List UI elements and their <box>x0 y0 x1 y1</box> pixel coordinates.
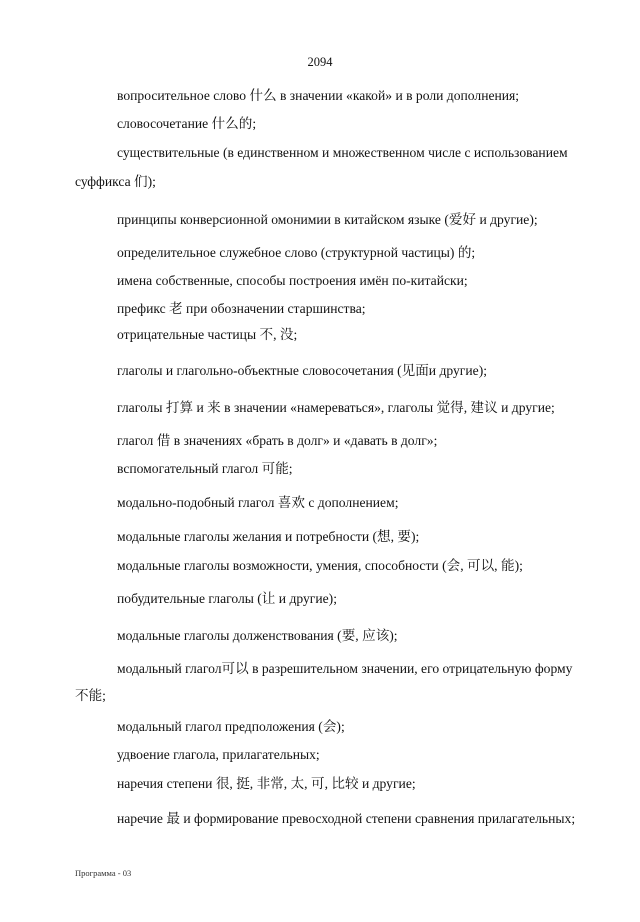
list-item-continuation: 不能; <box>75 688 106 703</box>
list-item: глаголы и глагольно-объектные словосочетания (见面и другие); <box>117 363 487 378</box>
list-item: префикс 老 при обозначении старшинства; <box>117 301 366 316</box>
list-item: модальный глагол可以 в разрешительном значении, его отрицательную форму <box>117 661 573 676</box>
list-item: наречие 最 и формирование превосходной степени сравнения прилагательных; <box>117 811 576 826</box>
list-item: определительное служебное слово (структурной частицы) 的; <box>117 245 476 260</box>
list-item: удвоение глагола, прилагательных; <box>117 747 320 762</box>
page-number: 2094 <box>307 55 333 69</box>
list-item: модальный глагол предположения (会); <box>117 719 345 734</box>
list-item: вспомогательный глагол 可能; <box>117 461 293 476</box>
list-item: глагол 借 в значениях «брать в долг» и «давать в долг»; <box>117 433 438 448</box>
list-item: отрицательные частицы 不, 没; <box>117 327 298 342</box>
list-item: модально-подобный глагол 喜欢 с дополнением; <box>117 495 399 510</box>
list-item: модальные глаголы долженствования (要, 应该); <box>117 628 398 643</box>
list-item: словосочетание 什么的; <box>117 116 257 131</box>
list-item: вопросительное слово 什么 в значении «какой» и в роли дополнения; <box>117 88 520 103</box>
list-item: наречия степени 很, 挺, 非常, 太, 可, 比较 и другие; <box>117 776 416 791</box>
list-item: побудительные глаголы (让 и другие); <box>117 591 337 606</box>
list-item: модальные глаголы желания и потребности (想, 要); <box>117 529 420 544</box>
list-item: имена собственные, способы построения имён по-китайски; <box>117 273 468 288</box>
footer-label: Программа - 03 <box>75 868 132 878</box>
list-item-continuation: суффикса 们); <box>75 174 156 189</box>
list-item: модальные глаголы возможности, умения, способности (会, 可以, 能); <box>117 558 523 573</box>
list-item: глаголы 打算 и 来 в значении «намереваться», глаголы 觉得, 建议 и другие; <box>117 400 555 415</box>
list-item: принципы конверсионной омонимии в китайском языке (爱好 и другие); <box>117 212 538 227</box>
list-item: существительные (в единственном и множественном числе с использованием <box>117 145 568 160</box>
